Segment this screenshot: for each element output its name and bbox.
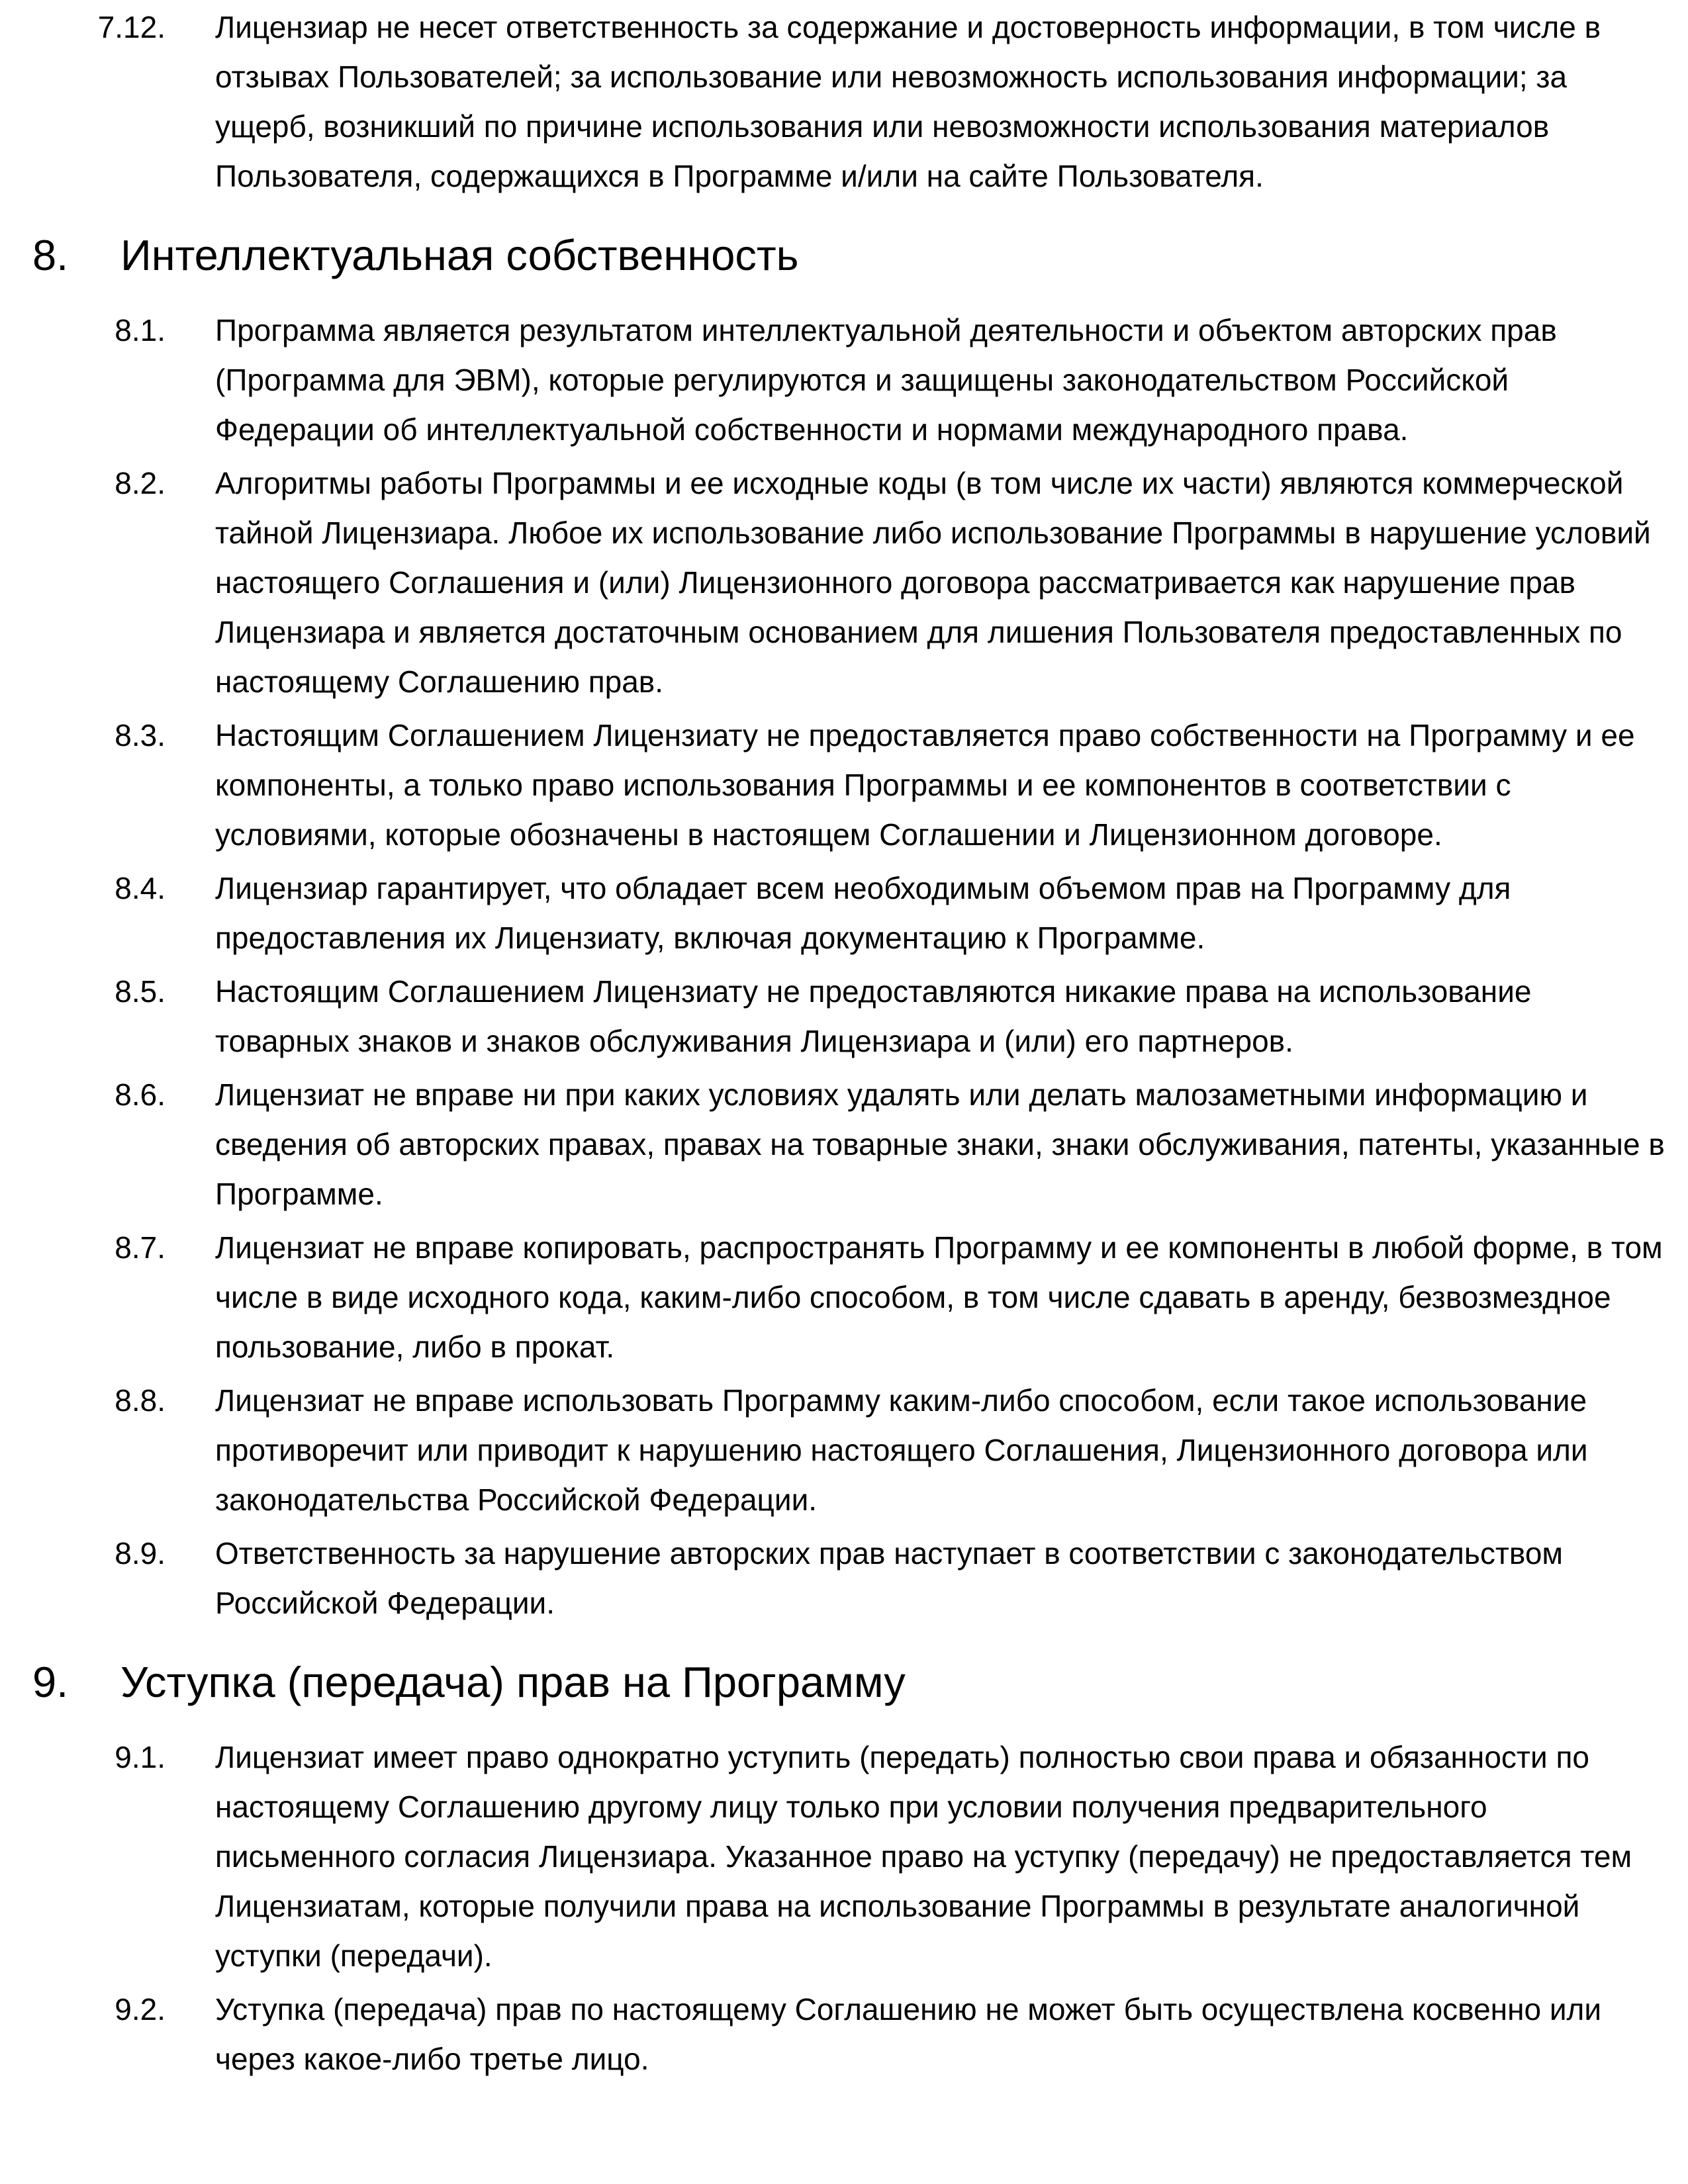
clause-item bbox=[32, 3, 1622, 201]
clause-item bbox=[32, 711, 1635, 860]
text-line: уступки (передачи). bbox=[215, 1938, 492, 1973]
text-line: условиями, которые обозначены в настоящем Соглашении и Лицензионном договоре. bbox=[215, 817, 1442, 852]
text-line: Лицензиат не вправе ни при каких условиях удалять или делать малозаметными информацию и bbox=[215, 1077, 1588, 1112]
text-line: (Программа для ЭВМ), которые регулируются и защищены законодательством Российской bbox=[215, 363, 1509, 397]
section-number: 9. bbox=[32, 1658, 69, 1706]
clause-text bbox=[215, 1070, 1665, 1219]
clause-text bbox=[215, 1733, 1632, 1981]
clause-text bbox=[215, 306, 1557, 455]
text-line: числе в виде исходного кода, каким-либо способом, в том числе сдавать в аренду, безвозмездное bbox=[215, 1280, 1611, 1314]
clause-item bbox=[32, 1733, 1632, 1981]
clause-number: 8.9. bbox=[115, 1536, 165, 1570]
text-line: Лицензиар гарантирует, что обладает всем необходимым объемом прав на Программу для bbox=[215, 871, 1511, 905]
clause-number: 9.2. bbox=[115, 1992, 165, 2026]
section-heading bbox=[32, 229, 1622, 282]
text-line: Лицензиара и является достаточным основанием для лишения Пользователя предоставленных по bbox=[215, 615, 1622, 649]
text-line: тайной Лицензиара. Любое их использование либо использование Программы в нарушение условий bbox=[215, 516, 1651, 550]
clause-text bbox=[215, 1529, 1563, 1628]
text-line: настоящему Соглашению другому лицу только при условии получения предварительного bbox=[215, 1790, 1487, 1824]
clause-text bbox=[215, 459, 1651, 707]
text-line: отзывах Пользователей; за использование или невозможность использования информации; за bbox=[215, 60, 1568, 94]
clause-text bbox=[215, 711, 1635, 860]
text-line: Алгоритмы работы Программы и ее исходные коды (в том числе их части) являются коммерческой bbox=[215, 466, 1624, 500]
clause-item bbox=[32, 1223, 1663, 1372]
clause-item bbox=[32, 306, 1622, 455]
clause-item bbox=[32, 1376, 1622, 1525]
clause-number: 8.4. bbox=[115, 871, 165, 905]
text-line: Пользователя, содержащихся в Программе и/или на сайте Пользователя. bbox=[215, 159, 1264, 193]
text-line: Уступка (передача) прав по настоящему Соглашению не может быть осуществлена косвенно или bbox=[215, 1992, 1602, 2026]
clause-number: 8.7. bbox=[115, 1230, 165, 1265]
text-line: Федерации об интеллектуальной собственности и нормами международного права. bbox=[215, 412, 1409, 447]
clause-number: 9.1. bbox=[115, 1740, 165, 1774]
text-line: настоящего Соглашения и (или) Лицензионного договора рассматривается как нарушение прав bbox=[215, 565, 1575, 600]
clause-text bbox=[215, 1985, 1601, 2084]
section-title: Интеллектуальная собственность bbox=[120, 231, 799, 279]
clause-text bbox=[215, 967, 1532, 1066]
text-line: предоставления их Лицензиату, включая документацию к Программе. bbox=[215, 921, 1205, 955]
clause-item bbox=[32, 459, 1651, 707]
text-line: через какое-либо третье лицо. bbox=[215, 2042, 649, 2076]
text-line: Настоящим Соглашением Лицензиату не предоставляется право собственности на Программу и ее bbox=[215, 718, 1635, 752]
clause-text bbox=[215, 1223, 1663, 1372]
text-line: противоречит или приводит к нарушению настоящего Соглашения, Лицензионного договора или bbox=[215, 1433, 1588, 1467]
text-line: пользование, либо в прокат. bbox=[215, 1330, 615, 1364]
clause-number: 8.6. bbox=[115, 1077, 165, 1112]
text-line: Настоящим Соглашением Лицензиату не предоставляются никакие права на использование bbox=[215, 974, 1532, 1009]
clause-number: 8.1. bbox=[115, 313, 165, 347]
text-line: Лицензиар не несет ответственность за содержание и достоверность информации, в том числе в bbox=[215, 10, 1601, 44]
section-title: Уступка (передача) прав на Программу bbox=[120, 1658, 906, 1706]
text-line: Российской Федерации. bbox=[215, 1586, 555, 1620]
text-line: Ответственность за нарушение авторских прав наступает в соответствии с законодательством bbox=[215, 1536, 1564, 1570]
clause-text bbox=[215, 1376, 1588, 1525]
section-number: 8. bbox=[32, 231, 69, 279]
text-line: ущерб, возникший по причине использования или невозможности использования материалов bbox=[215, 109, 1550, 144]
clause-number: 7.12. bbox=[97, 10, 165, 44]
text-line: сведения об авторских правах, правах на товарные знаки, знаки обслуживания, патенты, указанные в bbox=[215, 1127, 1665, 1161]
clause-text bbox=[215, 864, 1511, 963]
clause-text bbox=[215, 3, 1601, 201]
clause-number: 8.2. bbox=[115, 466, 165, 500]
text-line: компоненты, а только право использования Программы и ее компонентов в соответствии с bbox=[215, 768, 1511, 802]
text-line: письменного согласия Лицензиара. Указанное право на уступку (передачу) не предоставляется тем bbox=[215, 1839, 1632, 1874]
clause-item bbox=[32, 1985, 1622, 2084]
clause-number: 8.8. bbox=[115, 1383, 165, 1418]
text-line: Лицензиатам, которые получили права на использование Программы в результате аналогичной bbox=[215, 1889, 1580, 1923]
text-line: законодательства Российской Федерации. bbox=[215, 1482, 818, 1517]
text-line: товарных знаков и знаков обслуживания Лицензиара и (или) его партнеров. bbox=[215, 1024, 1293, 1058]
text-line: Лицензиат не вправе использовать Программу каким-либо способом, если такое использование bbox=[215, 1383, 1587, 1418]
clause-item bbox=[32, 864, 1622, 963]
clause-item bbox=[32, 967, 1622, 1066]
section-heading bbox=[32, 1656, 1622, 1709]
text-line: настоящему Соглашению прав. bbox=[215, 664, 664, 699]
text-line: Программа является результатом интеллектуальной деятельности и объектом авторских прав bbox=[215, 313, 1557, 347]
text-line: Программе. bbox=[215, 1177, 383, 1211]
clause-number: 8.3. bbox=[115, 718, 165, 752]
clause-item bbox=[32, 1070, 1665, 1219]
clause-item bbox=[32, 1529, 1622, 1628]
clause-number: 8.5. bbox=[115, 974, 165, 1009]
text-line: Лицензиат не вправе копировать, распространять Программу и ее компоненты в любой форме, в том bbox=[215, 1230, 1663, 1265]
text-line: Лицензиат имеет право однократно уступить (передать) полностью свои права и обязанности по bbox=[215, 1740, 1589, 1774]
